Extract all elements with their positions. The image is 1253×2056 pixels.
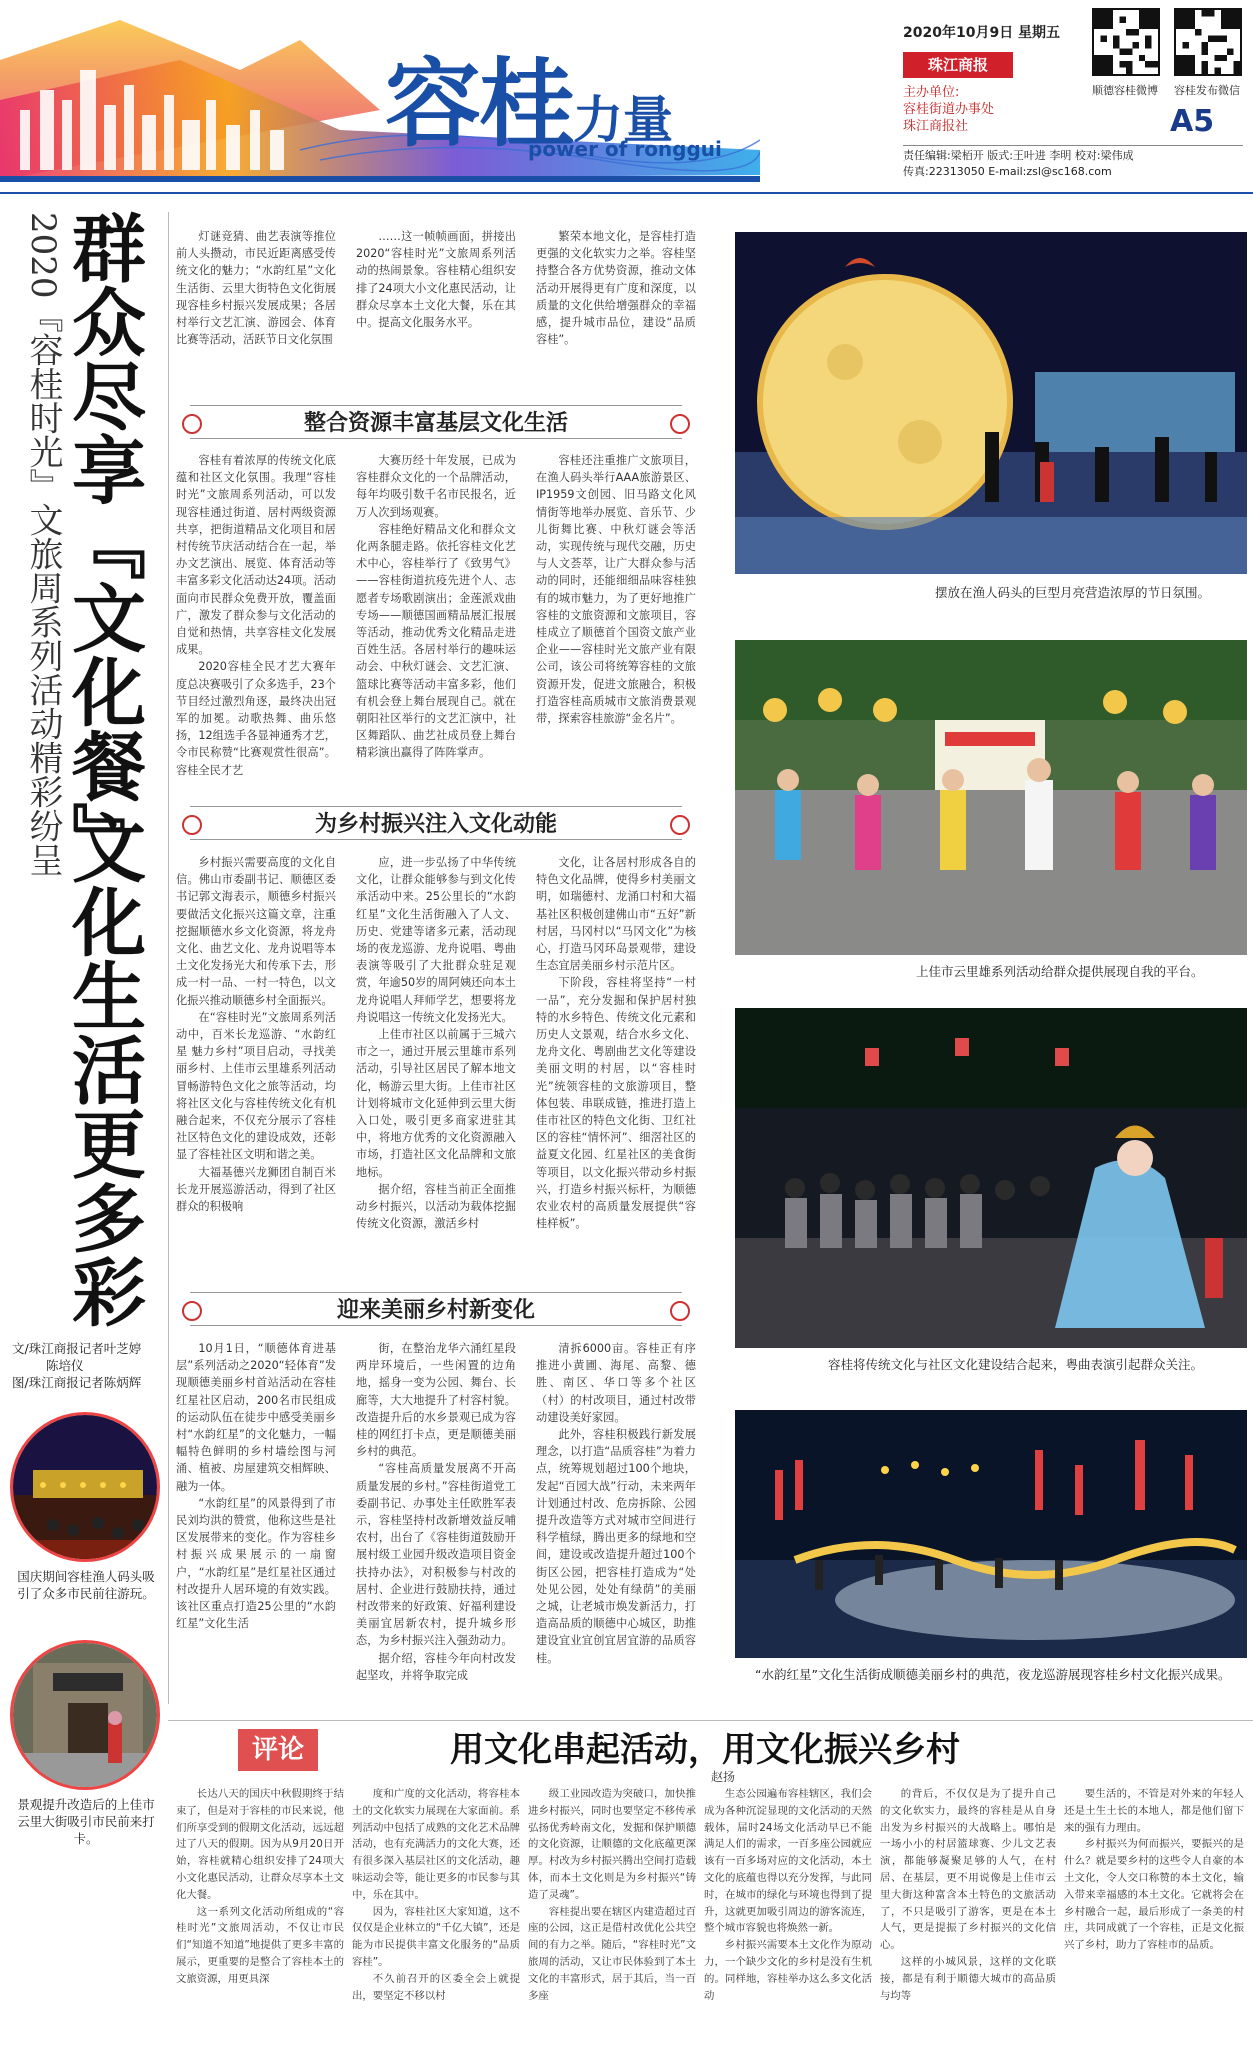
photo-night-dragon-parade (735, 1410, 1247, 1658)
weibo-qr-code[interactable] (1092, 8, 1160, 76)
section-3-column (176, 1340, 336, 1712)
paragraph: 在“容桂时光”文旅周系列活动中，百米长龙巡游、“水韵红星 魅力乡村”项目启动，寻找美丽乡村、上佳市云里雄系列活动冒畅游特色文化之旅等活动，均将社区文化与容桂传统文化有机融合起来，不仅充分展示了容桂社区特色文化的建设成效，还彰显了容桂社区文明和谐之美。 (176, 1010, 336, 1162)
paragraph: 度和广度的文化活动，将容桂本土的文化软实力展现在大家面前。系列活动中包括了成熟的文化艺术品牌活动，也有充满活力的文化大赛，还有很多深入基层社区的文化活动，趣味运动会等，能让更多的市民参与其中，乐在其中。 (352, 1788, 520, 1901)
paragraph: 大福基德兴龙狮团自制百米长龙开展巡游活动，得到了社区群众的积极响 (176, 1165, 336, 1214)
header-divider (0, 192, 1253, 194)
comment-column (704, 1786, 872, 2048)
comment-column (528, 1786, 696, 2048)
paragraph: 此外，容桂积极践行新发展理念，以打造“品质容桂”为着力点，统筹规划超过100个地块，发起“百园大战”行动，未来两年计划通过村改、危房拆除、公园提升改造等方式对城市空间进行科学植绿，腾出更多的绿地和空间，建设或改造提升超过100个街区公园，把容桂打造成为“处处见公园，处处有绿荫”的美丽之城，让老城市焕发新活力，打造高品质的顺德中心城区，助推建设宜业宜创宜居宜游的品质容桂。 (536, 1428, 696, 1665)
section-1-column (536, 452, 696, 797)
brand-title-main: 容桂 (385, 47, 573, 160)
paragraph: ……这一帧帧画面，拼接出2020“容桂时光”文旅周系列活动的热闹景象。容桂精心组织安排了24项大小文化惠民活动，让群众尽享本土文化大餐，乐在其中。提高文化服务水平。 (356, 230, 516, 330)
paragraph: 下阶段，容桂将坚持“一村一品”，充分发掘和保护居村独特的水乡特色、传统文化元素和历史人文景观，结合水乡文化、龙舟文化、粤剧曲艺文化等建设美丽文明的村居，以“容桂时光”统领容桂的文旅游项目，整体包装、串联成链，推进打造上佳市社区的特色文化街、卫红社区的容桂“情怀河”、细滘社区的益夏文化园、红星社区的美食街等项目，以文化振兴带动乡村振兴，打造乡村振兴标杆，为顺德农业农村的高质量发展提供“容桂样板”。 (536, 976, 696, 1231)
byline-line: 文/珠江商报记者叶芝婷 (12, 1341, 142, 1356)
paragraph: 不久前召开的区委全会上就提出，要坚定不移以村 (352, 1972, 520, 2002)
comment-column (352, 1786, 520, 2048)
weibo-qr-caption: 顺德容桂微博 (1092, 84, 1158, 97)
paragraph: 容桂绝好精品文化和群众文化两条腿走路。依托容桂文化艺术中心，容桂举行了《致男气》——容桂街道抗疫先进个人、志愿者专场歌剧演出；金莲派戏曲专场——顺德国画精品展汇报展等活动，推动优秀文化精品走进百姓生活。各居村举行的趣味运动会、中秋灯谜会、文艺汇演、篮球比赛等活动丰富多彩，他们有机会登上舞台展现自己。就在朝阳社区举行的文艺汇演中，社区舞蹈队、曲艺社成员登上舞台精彩演出赢得了阵阵掌声。 (356, 522, 516, 760)
paragraph: 乡村振兴需要高度的文化自信。佛山市委副书记、顺德区委书记郭文海表示，顺德乡村振兴要做活文化振兴这篇文章，注重挖掘顺德水乡文化资源，将龙舟文化、曲艺文化、龙舟说唱等本土文化发扬光大和传承下去，形成一村一品、一村一特色，以文化振兴推动顺德乡村全面振兴。 (176, 856, 336, 1007)
side-photo-caption: 国庆期间容桂渔人码头吸引了众多市民前往游玩。 (17, 1569, 155, 1601)
side-photo-caption: 景观提升改造后的上佳市云里大街吸引市民前来打卡。 (17, 1797, 155, 1846)
section-heading: 整合资源丰富基层文化生活 (190, 405, 682, 439)
comment-badge: 评论 (238, 1729, 318, 1771)
photo-caption: “水韵红星”文化生活街成顺德美丽乡村的典范，夜龙巡游展现容桂乡村文化振兴成果。 (755, 1667, 1231, 1682)
intro-column (176, 228, 336, 393)
wechat-qr-caption: 容桂发布微信 (1174, 84, 1240, 97)
section-3-column (536, 1340, 696, 1712)
editor-credits (903, 148, 1134, 180)
main-headline-part-1: 群众尽享『文化餐』 (60, 210, 146, 876)
section-2-column (356, 854, 516, 1299)
comment-author: 赵扬 (711, 1770, 736, 1784)
host-info (903, 84, 994, 135)
wechat-qr-code[interactable] (1174, 8, 1242, 76)
paragraph: 灯谜竞猜、曲艺表演等推位前人头攒动，市民近距离感受传统文化的魅力；“水韵红星”文化生活街、云里大街特色文化街展现容桂乡村振兴发展成果；各居村举行文艺汇演、游园会、体育比赛等活动，活跃节日文化氛围 (176, 230, 336, 347)
section-2-column (176, 854, 336, 1299)
paragraph: 10月1日，“顺德体育进基层”系列活动之2020“轻体育”发现顺德美丽乡村首站活动在容桂红星社区启动，200名市民组成的运动队伍在徒步中感受美丽乡村“水韵红星”的文化魅力，一幅幅特色鲜明的乡村墙绘图与河涌、植被、房屋建筑交相辉映、融为一体。 (176, 1342, 336, 1493)
paragraph: 繁荣本地文化，是容桂打造更强的文化软实力之举。容桂坚持整合各方优势资源，推动文体活动开展得更有广度和深度，以质量的文化供给增强群众的幸福感，提升城市品位，建设“品质容桂”。 (536, 230, 696, 347)
main-headline-part-2: 文化生活更多彩 (60, 810, 146, 1328)
credits-line: 传真:22313050 E-mail:zsl@sc168.com (903, 165, 1112, 178)
intro-column (536, 228, 696, 393)
section-2-column (536, 854, 696, 1299)
photo-opera-performance (735, 1008, 1247, 1348)
side-photo-yunli-street (10, 1640, 160, 1790)
issue-date: 2020年10月9日 星期五 (903, 25, 1061, 41)
paragraph: 容桂提出要在辖区内建造超过百座的公园，这正是借村改优化公共空间的有力之举。随后，“容桂时光”文旅周的活动，又让市民体验到了本土文化的丰富形式，居于其后，当一百多座 (528, 1905, 696, 2002)
paragraph: 街，在整治龙华六涌红星段两岸环境后，一些闲置的边角地，摇身一变为公园、舞台、长廊等，大大地提升了村容村貌。改造提升后的水乡景观已成为容桂的网红打卡点，更是顺德美丽乡村的典范。 (356, 1342, 516, 1459)
byline-line: 陈培仪 (46, 1358, 84, 1373)
photo-caption: 容桂将传统文化与社区文化建设结合起来，粤曲表演引起群众关注。 (828, 1357, 1204, 1372)
intro-column (356, 228, 516, 393)
side-photo-fisherman-wharf (10, 1412, 160, 1562)
paragraph: 生态公园遍布容桂辖区，我们会成为各种沉淀显现的文化活动的天然载体，届时24场文化活动早已不能满足人们的需求，一百多座公园就应该有一百多场对应的文化活动，本土文化的底蕴也得以充分发挥，与此同时，在城市的绿化与环境也得到了提升，这就更加吸引周边的游客流连，整个城市容貌也将焕然一新。 (704, 1788, 872, 1935)
host-line: 主办单位: (903, 85, 960, 100)
paragraph: 级工业园改造为突破口，加快推进乡村振兴，同时也要坚定不移传承弘扬优秀岭南文化，发掘和保护顺德的文化资源，让顺德的文化底蕴更深厚。村改为乡村振兴腾出空间打造载体，而本土文化则是为乡村振兴“铸造了灵魂”。 (528, 1788, 696, 1901)
paragraph: 因为，容桂社区大家知道，这不仅仅是企业林立的“千亿大镇”，还是能为市民提供丰富文化服务的“品质容桂”。 (352, 1905, 520, 1968)
paragraph: 乡村振兴需要本土文化作为原动力，一个缺少文化的乡村是没有生机的。同样地，容桂举办这么多文化活动 (704, 1939, 872, 2002)
paper-logo: 珠江商报 (903, 52, 1013, 78)
paragraph: 容桂还注重推广文旅项目，在渔人码头举行AAA旅游景区、IP1959文创园、旧马路文化风情街等地举办展览、音乐节、少儿街舞比赛、中秋灯谜会等活动，实现传统与现代交融，历史与人文荟萃，让广大群众参与活动的同时，还能细细品味容桂独有的城市魅力，为了更好地推广容桂的文旅资源和文旅项目，容桂成立了顺德首个国资文旅产业企业——容桂时光文旅产业有限公司，该公司将统筹容桂的文旅资源开发，促进文旅融合，积极打造容桂高质城市文旅消费景观带，探索容桂旅游“金名片”。 (536, 454, 696, 726)
credits-divider (903, 145, 1243, 146)
paragraph: 据介绍，容桂当前正全面推动乡村振兴，以活动为载体挖掘传统文化资源，激活乡村 (356, 1182, 516, 1231)
paragraph: 这样的小城风景，这样的文化联接，都是有利于顺德大城市的高品质与均等 (880, 1955, 1056, 2002)
brand-subtitle: power of ronggui (528, 137, 722, 161)
section-3-column (356, 1340, 516, 1712)
byline (12, 1340, 141, 1391)
paragraph: 乡村振兴为何而振兴，要振兴的是什么？就是要乡村的这些令人自豪的本土文化，令人交口称赞的本土文化，输入带来幸福感的本土文化。它就将会在乡村融合一起，最后形成了一条美的村庄，共同成就了一个容桂，正是文化振兴了乡村，助力了容桂市的品质。 (1064, 1838, 1244, 1952)
photo-caption: 摆放在渔人码头的巨型月亮营造浓厚的节日氛围。 (935, 585, 1211, 600)
section-heading: 为乡村振兴注入文化动能 (190, 806, 682, 840)
paragraph: 据介绍，容桂今年向村改发起坚攻，并将争取完成 (356, 1651, 516, 1682)
photo-caption: 上佳市云里雄系列活动给群众提供展现自我的平台。 (916, 964, 1204, 979)
comment-column (1064, 1786, 1244, 2048)
paragraph: 文化，让各居村形成各自的特色文化品牌，使得乡村美丽文明，如瑞德村、龙涌口村和大福基社区积极创建佛山市“五好”新村居，马冈村以“马冈文化”为核心，打造马冈环岛景观带，建设生态宜居美丽乡村示范片区。 (536, 856, 696, 973)
paragraph: “水韵红星”的风景得到了市民刘均洪的赞赏，他称这些是社区发展带来的变化。作为容桂乡村振兴成果展示的一扇窗户，“水韵红星”是红星社区通过村改提升人居环境的有效实践。该社区重点打造25公里的“水韵红星”文化生活 (176, 1496, 336, 1631)
section-1-column (176, 452, 336, 797)
comment-column (176, 1786, 344, 2048)
section-heading: 迎来美丽乡村新变化 (190, 1292, 682, 1326)
comment-title: 用文化串起活动，用文化振兴乡村 (450, 1730, 960, 1770)
paragraph: 2020容桂全民才艺大赛年度总决赛吸引了众多选手，23个节目经过激烈角逐，最终决出冠军的加冕。动歌热舞、曲乐悠扬，12组选手各显神通秀才艺，令市民称赞“比赛观赏性很高”。容桂全民才艺 (176, 660, 336, 777)
paragraph: 应，进一步弘扬了中华传统文化，让群众能够参与到文化传承活动中来。25公里长的“水韵红星”文化生活街融入了人文、历史、党建等诸多元素，活动现场的夜龙巡游、龙舟说唱、粤曲表演等吸引了大批群众驻足观赏，年逾50岁的周阿姨还向本土龙舟说唱人拜师学艺，想要将龙舟说唱这一传统文化发扬光大。 (356, 856, 516, 1024)
paragraph: 的背后，不仅仅是为了提升自己的文化软实力，最终的容桂是从自身出发为乡村振兴的大战略上。哪怕是一场小小的村居篮球赛、少儿文艺表演，都能够凝聚足够的人气，在村居、在基层，更不用说像是上佳市云里大街这种富含本土特色的文旅活动了，不只是吸引了游客，更是在本土人气，更是提振了乡村振兴的文化信心。 (880, 1788, 1056, 1952)
byline-line: 图/珠江商报记者陈炳辉 (12, 1375, 142, 1390)
paragraph: 要生活的，不管是对外来的年轻人还是土生土长的本地人，都是他们留下来的强有力理由。 (1064, 1788, 1244, 1834)
paragraph: 这一系列文化活动所组成的“容桂时光”文旅周活动，不仅让市民们“知道不知道”地提供了更多丰富的展示，更重要的是整合了容桂本土的文旅资源，用更具深 (176, 1905, 344, 1985)
comment-divider (168, 1720, 1253, 1721)
host-line: 容桂街道办事处 (903, 102, 995, 117)
paragraph: 容桂有着浓厚的传统文化底蕴和社区文化氛围。我理“容桂时光”文旅周系列活动，可以发现容桂通过街道、居村两级资源共享，把街道精品文化项目和居村传统节庆活动结合在一起，举办文艺演出、展览、体育活动等丰富多彩文化活动达24项。活动面向市民群众免费开放，覆盖面广，激发了群众参与文化活动的自觉和热情，共享容桂文化发展成果。 (176, 454, 336, 657)
host-line: 珠江商报社 (903, 119, 969, 134)
paragraph: 长达八天的国庆中秋假期终于结束了，但是对于容桂的市民来说，他们所享受到的假期文化活动，远远超过了八天的假期。因为从9月20日开始，容桂就精心组织安排了24项大小文化惠民活动，让群众尽享本土文化大餐。 (176, 1788, 344, 1901)
paragraph: “容桂高质量发展离不开高质量发展的乡村。”容桂街道党工委副书记、办事处主任欧胜军表示，容桂坚持村改新增效益反哺农村，出台了《容桂街道鼓励开展村级工业园升级改造项目资金扶持办法》，对积极参与村改的居村、企业进行鼓励扶持，通过村改带来的好政策、好福利建设美丽宜居新农村，提升城乡形态，为乡村振兴注入强劲动力。 (356, 1462, 516, 1648)
photo-giant-moon (735, 232, 1247, 574)
comment-column (880, 1786, 1056, 2048)
paragraph: 清拆6000亩。容桂正有序推进小黄圃、海尾、高黎、德胜、南区、华口等多个社区（村）的村改项目，通过村改带动建设美好家园。 (536, 1342, 696, 1424)
paragraph: 大赛历经十年发展，已成为容桂群众文化的一个品牌活动，每年均吸引数千名市民报名，近万人次到场观赛。 (356, 454, 516, 519)
subheadline: 2020『容桂时光』文旅周系列活动精彩纷呈 (23, 212, 63, 877)
credits-line: 责任编辑:梁栢开 版式:王叶进 李明 校对:梁伟成 (903, 149, 1134, 162)
photo-yunli-dance (735, 640, 1247, 955)
page-number: A5 (1170, 104, 1215, 139)
paragraph: 上佳市社区以前属于三城六市之一，通过开展云里雄市系列活动，引导社区居民了解本地文化，畅游云里大街。上佳市社区计划将城市文化延伸到云里大街入口处，吸引更多商家进驻其中，将地方优秀的文化资源融入市场，打造社区文化品牌和文旅地标。 (356, 1028, 516, 1179)
column-divider (168, 212, 169, 1704)
section-1-column (356, 452, 516, 797)
brand-title-suffix: 力量 (573, 90, 673, 149)
